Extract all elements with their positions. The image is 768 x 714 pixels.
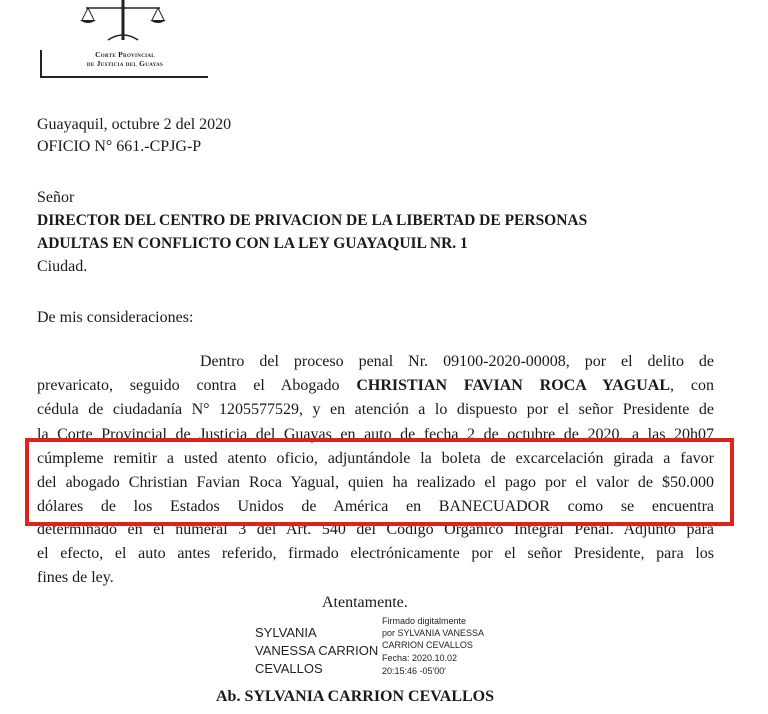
scales-of-justice-icon [68, 0, 178, 44]
letterhead-rule-vertical [40, 50, 42, 78]
body-line-7: dólares de los Estados Unidos de América en BANECUADOR como se encuentra [37, 498, 714, 515]
accused-name: CHRISTIAN FAVIAN ROCA YAGUAL [356, 377, 671, 394]
closing: Atentamente. [322, 594, 408, 611]
body-line-8 [37, 521, 714, 541]
signer-name: Ab. SYLVANIA CARRION CEVALLOS [216, 688, 495, 705]
court-name [40, 50, 210, 68]
signature-meta-line3: CARRION CEVALLOS [382, 640, 473, 650]
signature-name-line3: CEVALLOS [255, 661, 323, 676]
greeting: De mis consideraciones: [37, 309, 194, 326]
signature-name-line1: SYLVANIA [255, 625, 317, 640]
body-line-5: cúmpleme remitir a usted atento oficio, adjuntándole la boleta de excarcelación girada a favor [37, 450, 714, 467]
recipient-title-line2: ADULTAS EN CONFLICTO CON LA LEY GUAYAQUIL NR. 1 [37, 235, 468, 252]
court-name-line2: de Justicia del Guayas [86, 59, 164, 68]
signature-meta-line1: Firmado digitalmente [382, 616, 467, 626]
recipient-city: Ciudad. [37, 258, 88, 275]
court-name-line1: Corte Provincial [95, 50, 155, 59]
signature-meta-line2: por SYLVANIA VANESSA [382, 628, 485, 638]
place-date: Guayaquil, octubre 2 del 2020 [37, 116, 232, 133]
body-line-3: cédula de ciudadanía N° 1205577529, y en atención a lo dispuesto por el señor Presidente de [37, 401, 714, 418]
highlight-box [25, 438, 734, 526]
signature-meta-line5: 20:15:46 -05'00' [382, 666, 446, 676]
body-line-10: fines de ley. [37, 569, 114, 586]
body-line-6: del abogado Christian Favian Roca Yagual, quien ha realizado el pago por el valor de $50.000 [37, 474, 714, 491]
body-line-8-text: determinado en el numeral 3 del Art. 540 del Código Orgánico Integral Penal. Adjunto para [37, 521, 714, 538]
salutation: Señor [37, 189, 75, 206]
signature-name-line2: VANESSA CARRION [255, 643, 379, 658]
body-line-1: Dentro del proceso penal Nr. 09100-2020-00008, por el delito de [200, 353, 714, 370]
body-line-2 [37, 375, 714, 397]
body-line-9: el efecto, el auto antes referido, firmado electrónicamente por el señor Presidente, para los [37, 545, 714, 562]
body-line-4: la Corte Provincial de Justicia del Guayas en auto de fecha 2 de octubre de 2020, a las 20h07 [37, 426, 714, 443]
recipient-title-line1: DIRECTOR DEL CENTRO DE PRIVACION DE LA LIBERTAD DE PERSONAS [37, 212, 588, 229]
body-line-2-text: prevaricato, seguido contra el Abogado [37, 377, 357, 394]
body-line-2-end: , con [670, 377, 715, 394]
signature-meta-line4: Fecha: 2020.10.02 [382, 653, 458, 663]
office-number: OFICIO N° 661.-CPJG-P [37, 138, 202, 155]
letterhead-rule [40, 76, 208, 78]
